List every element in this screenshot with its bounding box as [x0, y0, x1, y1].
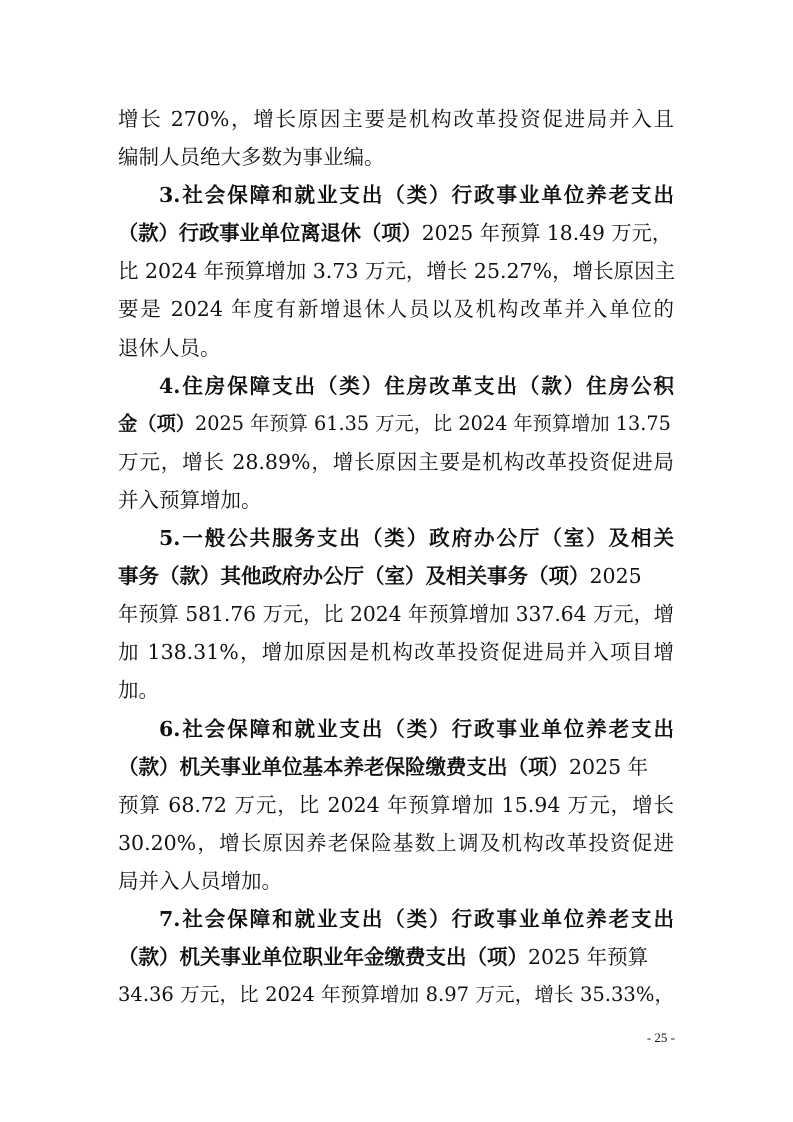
text-line: 金（项）2025 年预算 61.35 万元，比 2024 年预算增加 13.75: [118, 411, 671, 435]
item-7-heading: 7.社会保障和就业支出（类）行政事业单位养老支出: [159, 906, 674, 931]
item-6-heading: 6.社会保障和就业支出（类）行政事业单位养老支出: [159, 716, 674, 741]
text-line: 加 138.31%，增加原因是机构改革投资促进局并入项目增: [118, 640, 674, 665]
text-line: （款）机关事业单位基本养老保险缴费支出（项）2025 年: [118, 754, 649, 779]
text-line: （款）机关事业单位职业年金缴费支出（项）2025 年预算: [118, 945, 649, 970]
text-line: 比 2024 年预算增加 3.73 万元，增长 25.27%，增长原因主: [118, 259, 676, 284]
text-line: 万元，增长 28.89%，增长原因主要是机构改革投资促进局: [118, 449, 674, 474]
text-line: （款）行政事业单位离退休（项）2025 年预算 18.49 万元，: [118, 221, 673, 246]
text-line: 编制人员绝大多数为事业编。: [118, 145, 385, 170]
text-line: 并入预算增加。: [118, 487, 262, 512]
text-line: 增长 270%，增长原因主要是机构改革投资促进局并入且: [118, 107, 674, 131]
text-line: 事务（款）其他政府办公厅（室）及相关事务（项）2025: [118, 564, 642, 589]
text-line: 加。: [118, 678, 159, 703]
item-3-heading: 3.社会保障和就业支出（类）行政事业单位养老支出: [159, 183, 674, 208]
text-line: 34.36 万元，比 2024 年预算增加 8.97 万元，增长 35.33%，: [118, 983, 674, 1007]
item-4-heading: 4.住房保障支出（类）住房改革支出（款）住房公积: [159, 373, 674, 398]
body-text: [118, 100, 674, 1014]
item-5-heading: 5.一般公共服务支出（类）政府办公厅（室）及相关: [159, 526, 674, 551]
text-line: 30.20%，增长原因养老保险基数上调及机构改革投资促进: [118, 830, 674, 855]
text-line: 退休人员。: [118, 335, 221, 360]
text-line: 预算 68.72 万元，比 2024 年预算增加 15.94 万元，增长: [118, 792, 674, 817]
text-line: 局并入人员增加。: [118, 868, 282, 893]
text-line: 年预算 581.76 万元，比 2024 年预算增加 337.64 万元，增: [118, 602, 674, 627]
page-number: - 25 -: [646, 1030, 675, 1045]
text-line: 要是 2024 年度有新增退休人员以及机构改革并入单位的: [118, 297, 674, 322]
